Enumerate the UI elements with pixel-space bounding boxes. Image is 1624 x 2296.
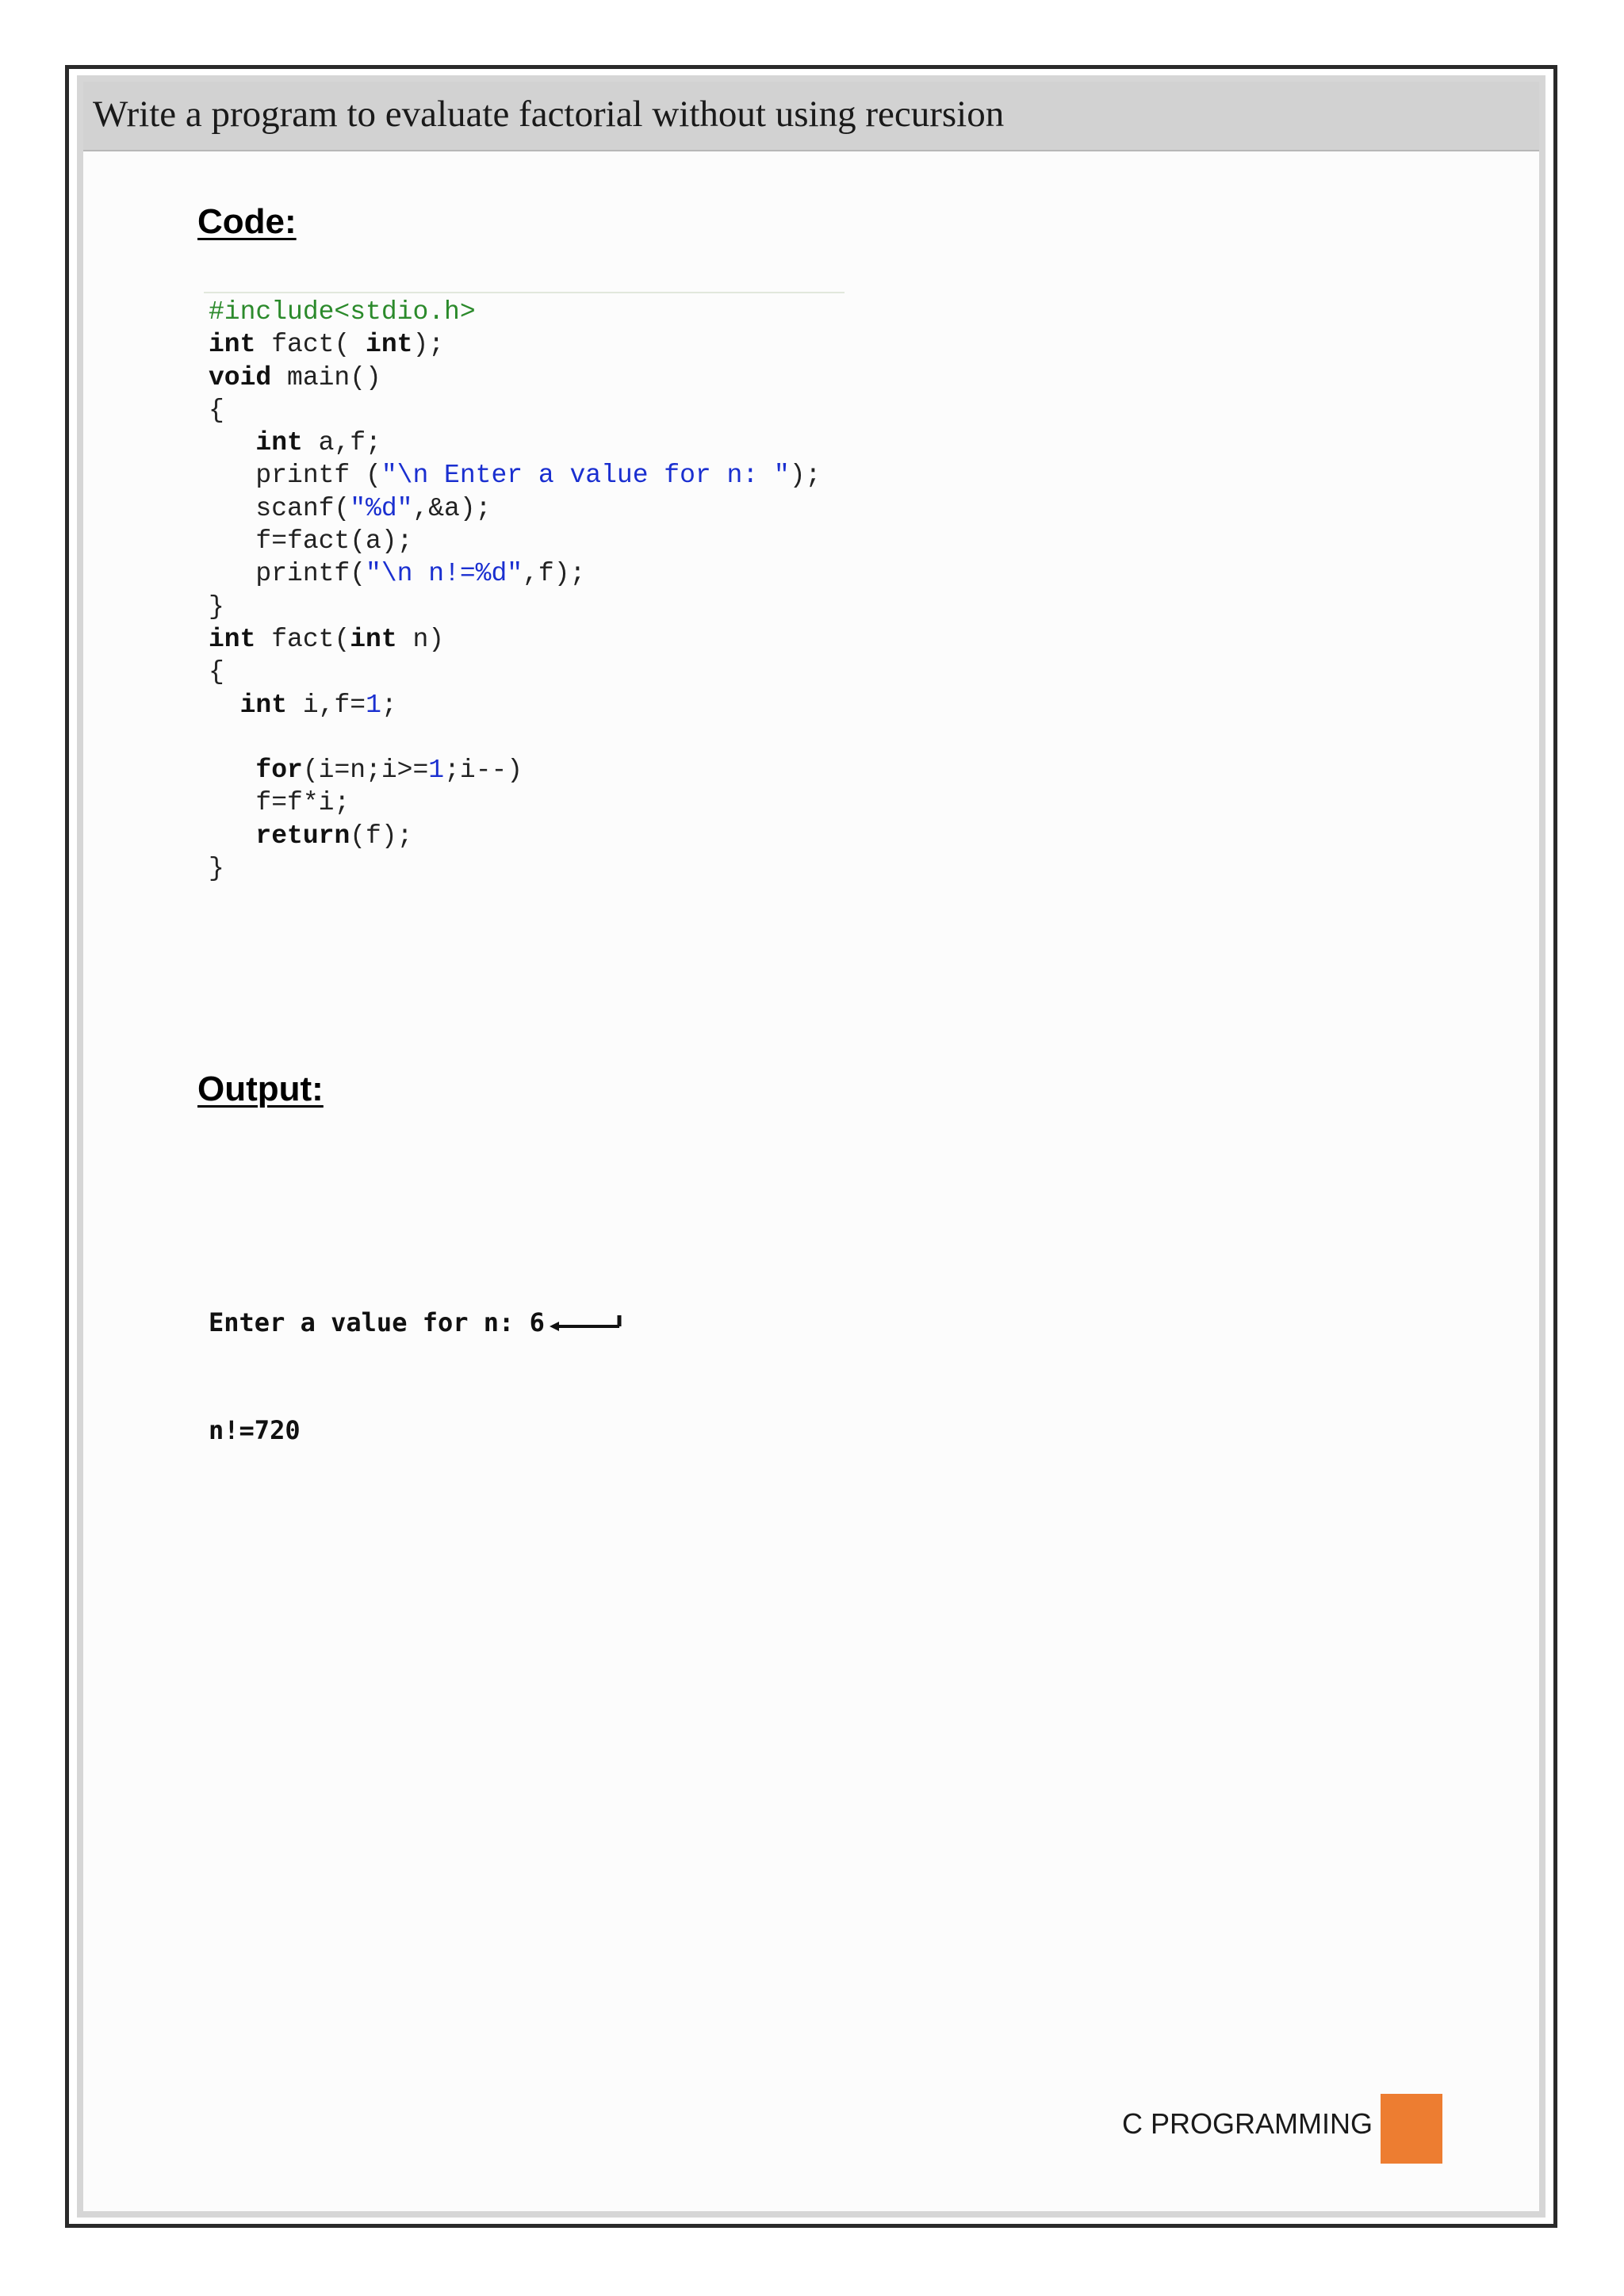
footer-accent-square bbox=[1381, 2094, 1442, 2164]
page-inner-border bbox=[77, 75, 1545, 2218]
code-line: #include<stdio.h> bbox=[209, 297, 476, 327]
code-line: { bbox=[209, 395, 224, 425]
code-line: void main() bbox=[209, 362, 381, 392]
footer-label: C PROGRAMMING bbox=[1121, 2107, 1373, 2140]
console-output bbox=[209, 1247, 622, 1488]
page-outer-border bbox=[65, 65, 1557, 2228]
output-line-prompt bbox=[209, 1307, 622, 1337]
code-line: f=f*i; bbox=[209, 788, 350, 818]
output-prompt-text: Enter a value for n: 6 bbox=[209, 1307, 545, 1337]
code-line: { bbox=[209, 657, 224, 687]
code-line: int fact(int n) bbox=[209, 624, 445, 654]
enter-key-icon bbox=[550, 1312, 622, 1336]
output-heading: Output: bbox=[197, 1070, 324, 1108]
code-line: } bbox=[209, 854, 224, 884]
code-line: scanf("%d",&a); bbox=[209, 493, 492, 523]
code-line: } bbox=[209, 591, 224, 622]
code-line: return(f); bbox=[255, 821, 413, 851]
code-line: int fact( int); bbox=[209, 330, 445, 360]
code-line bbox=[209, 721, 821, 754]
output-line-result: n!=720 bbox=[209, 1415, 301, 1445]
page-title: Write a program to evaluate factorial without using recursion bbox=[93, 94, 1005, 135]
code-line: printf ("\n Enter a value for n: "); bbox=[209, 461, 822, 491]
code-line: printf("\n n!=%d",f); bbox=[209, 559, 586, 589]
code-line: int a,f; bbox=[255, 428, 381, 458]
code-line: f=fact(a); bbox=[209, 526, 413, 557]
code-line: for(i=n;i>=1;i--) bbox=[255, 756, 523, 786]
code-heading: Code: bbox=[197, 202, 297, 241]
title-bar bbox=[83, 82, 1539, 151]
code-top-rule bbox=[204, 292, 845, 293]
code-listing bbox=[209, 296, 821, 885]
code-line: int i,f=1; bbox=[239, 690, 397, 720]
